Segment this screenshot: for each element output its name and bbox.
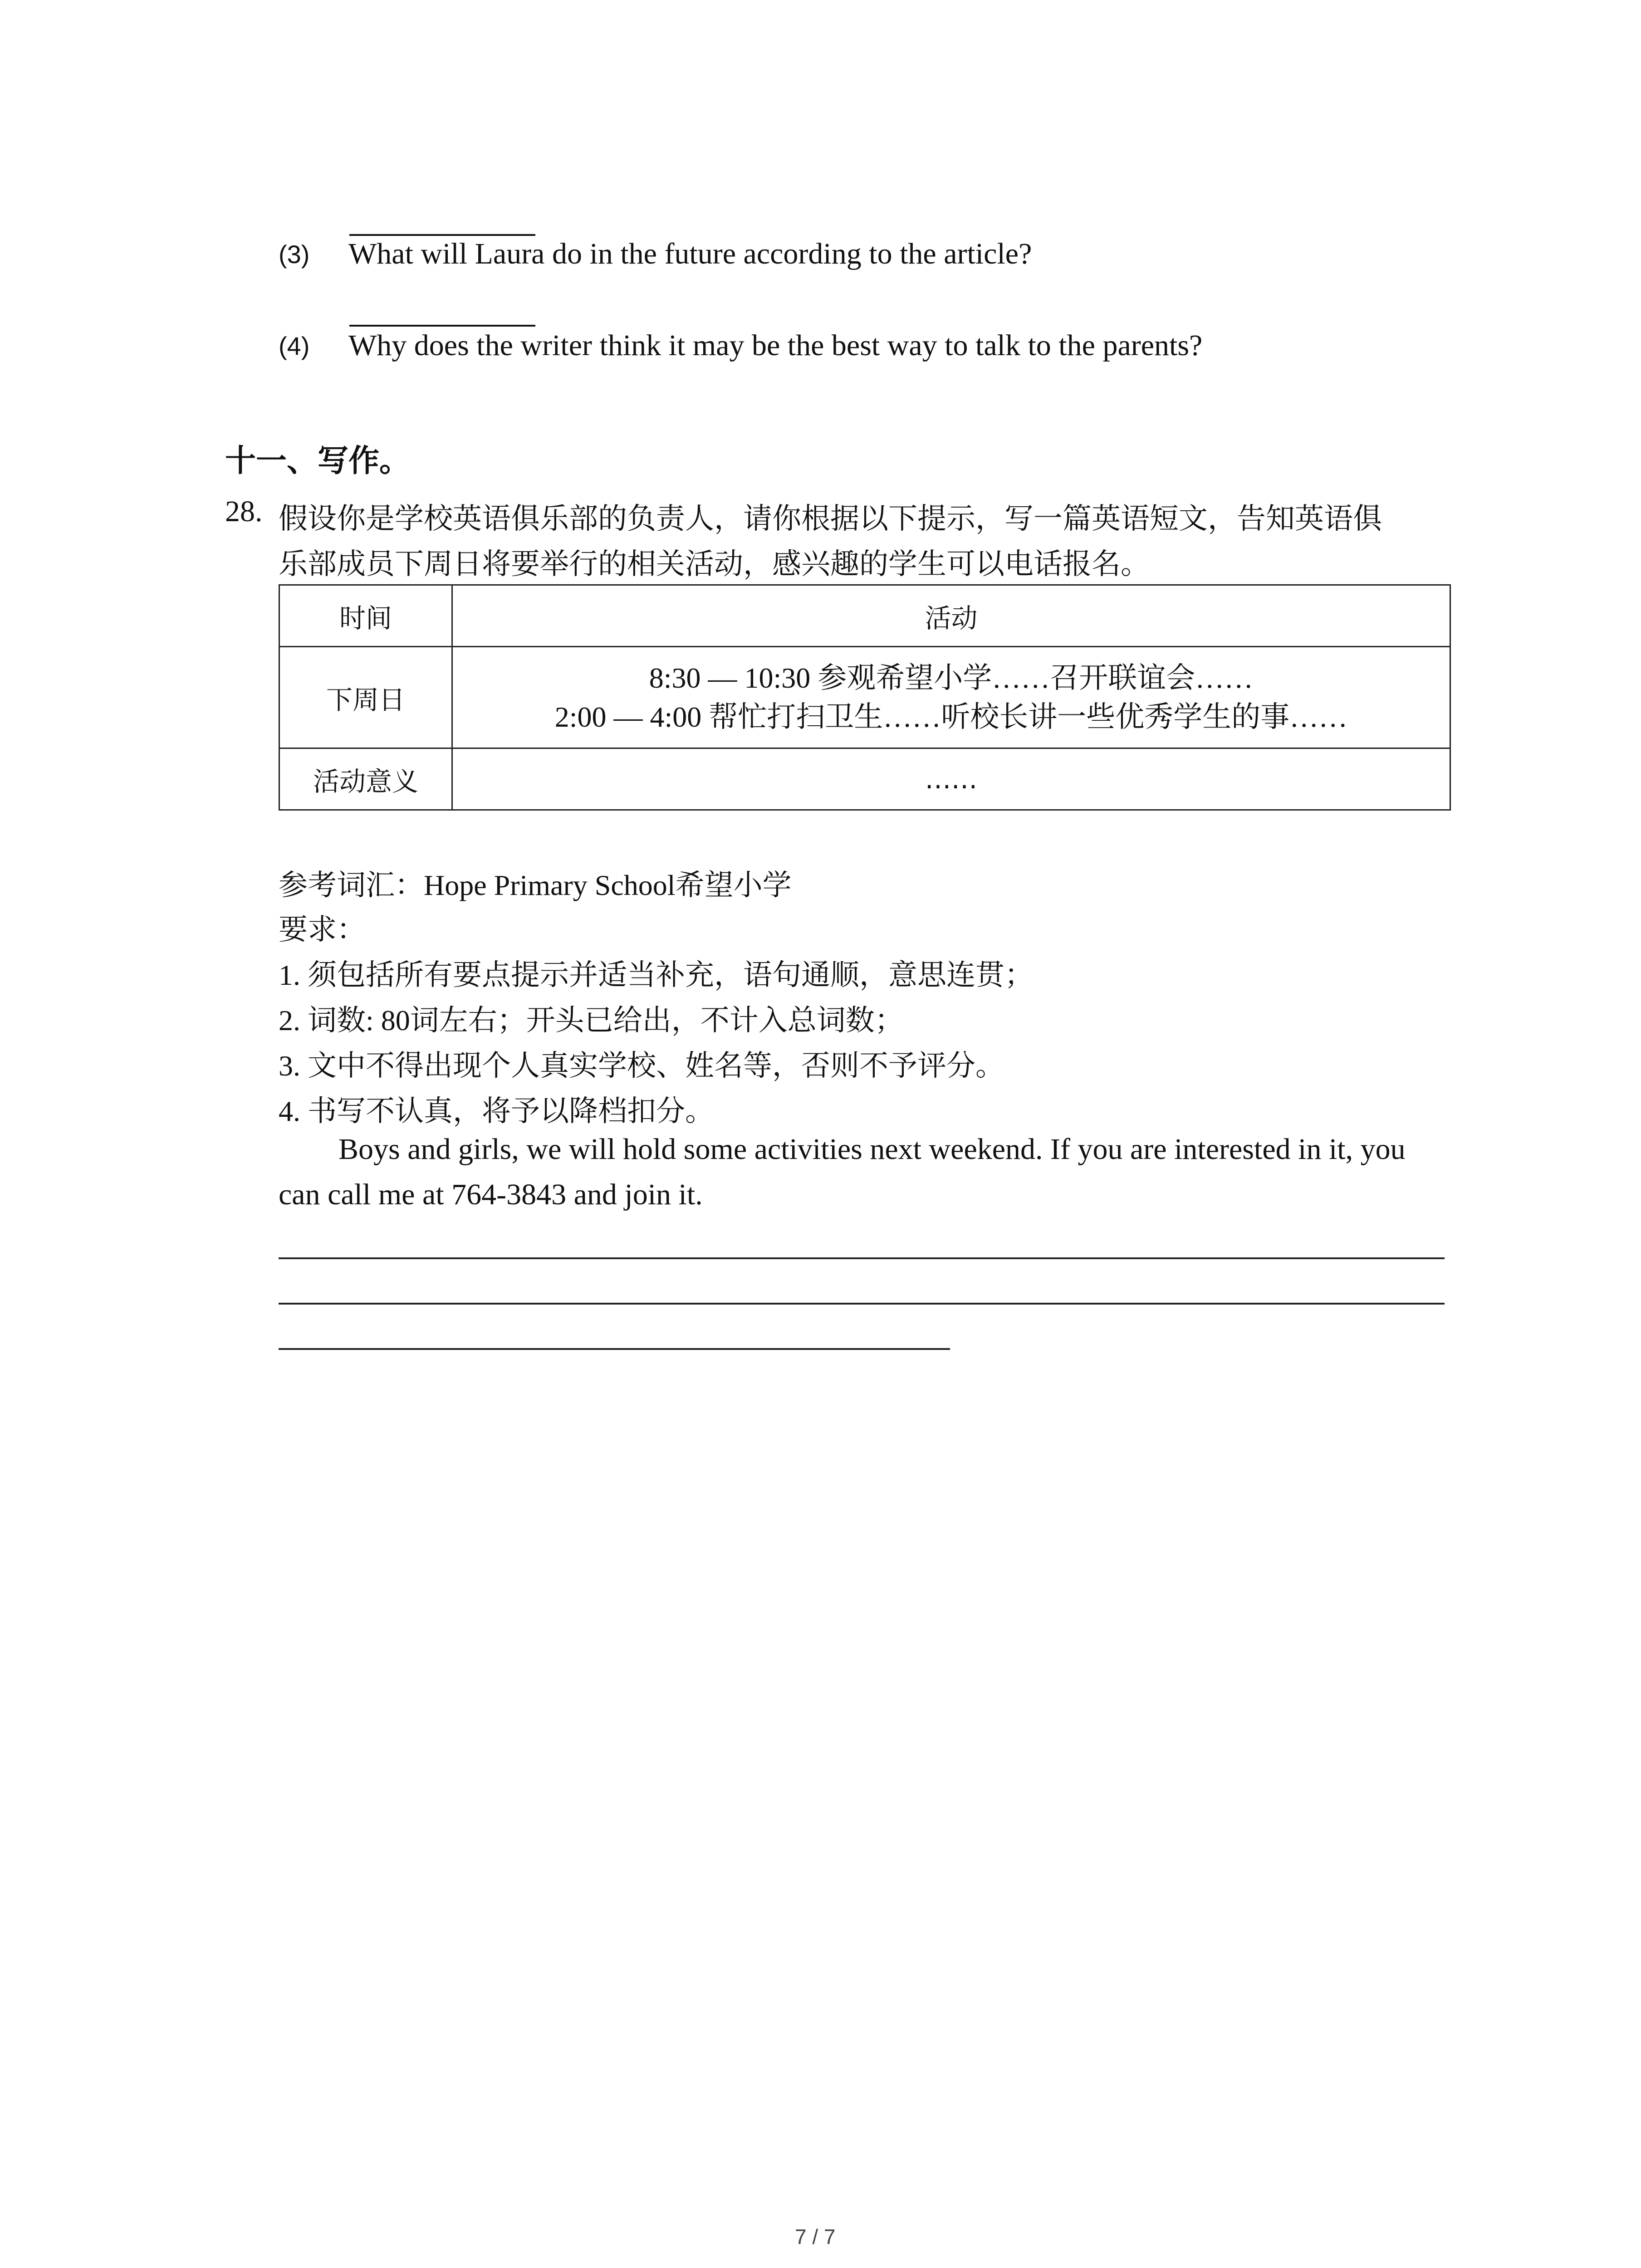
- table-row: [279, 748, 1450, 810]
- writing-line[interactable]: [279, 1257, 1445, 1259]
- page-number: 7 / 7: [795, 2225, 836, 2248]
- writing-line[interactable]: [279, 1348, 950, 1350]
- table-row: [279, 647, 1450, 748]
- table-header-time: 时间: [279, 585, 452, 647]
- requirements-title: 要求：: [279, 913, 366, 947]
- question-number: (3): [279, 240, 310, 269]
- section-title: 十一、写作。: [225, 443, 411, 479]
- requirement-item: 2. 词数: 80词左右；开头已给出，不计入总词数；: [279, 1004, 904, 1036]
- answer-blank-3[interactable]: [349, 234, 535, 236]
- activity-table: [279, 584, 1451, 811]
- requirement-item: 4. 书写不认真，将予以降档扣分。: [279, 1095, 714, 1127]
- row-label: 下周日: [279, 647, 452, 748]
- task-number: 28.: [225, 495, 263, 528]
- row-content: [452, 647, 1450, 748]
- opening-line2: can call me at 764-3843 and join it.: [279, 1178, 703, 1211]
- requirement-item: 1. 须包括所有要点提示并适当补充，语句通顺，意思连贯；: [279, 959, 1034, 991]
- vocabulary-hint: 参考词汇：Hope Primary School希望小学: [279, 869, 792, 901]
- question-number: (4): [279, 332, 310, 360]
- opening-line1: Boys and girls, we will hold some activities next weekend. If you are interested in it, you: [338, 1133, 1406, 1166]
- writing-line[interactable]: [279, 1303, 1445, 1305]
- question-text: What will Laura do in the future according to the article?: [348, 237, 1032, 270]
- schedule-afternoon: 2:00 — 4:00 帮忙打扫卫生……听校长讲一些优秀学生的事……: [554, 700, 1348, 733]
- schedule-morning: 8:30 — 10:30 参观希望小学……召开联谊会……: [649, 661, 1254, 694]
- answer-blank-4[interactable]: [349, 325, 535, 327]
- task-prompt-line2: 乐部成员下周日将要举行的相关活动，感兴趣的学生可以电话报名。: [279, 547, 1150, 581]
- table-header-activity: 活动: [452, 585, 1450, 647]
- requirement-item: 3. 文中不得出现个人真实学校、姓名等，否则不予评分。: [279, 1050, 1004, 1082]
- question-text: Why does the writer think it may be the best way to talk to the parents?: [348, 329, 1203, 362]
- row-label: 活动意义: [279, 748, 452, 810]
- task-prompt-line1: 假设你是学校英语俱乐部的负责人，请你根据以下提示，写一篇英语短文，告知英语俱: [279, 502, 1382, 536]
- row-content: ……: [452, 748, 1450, 810]
